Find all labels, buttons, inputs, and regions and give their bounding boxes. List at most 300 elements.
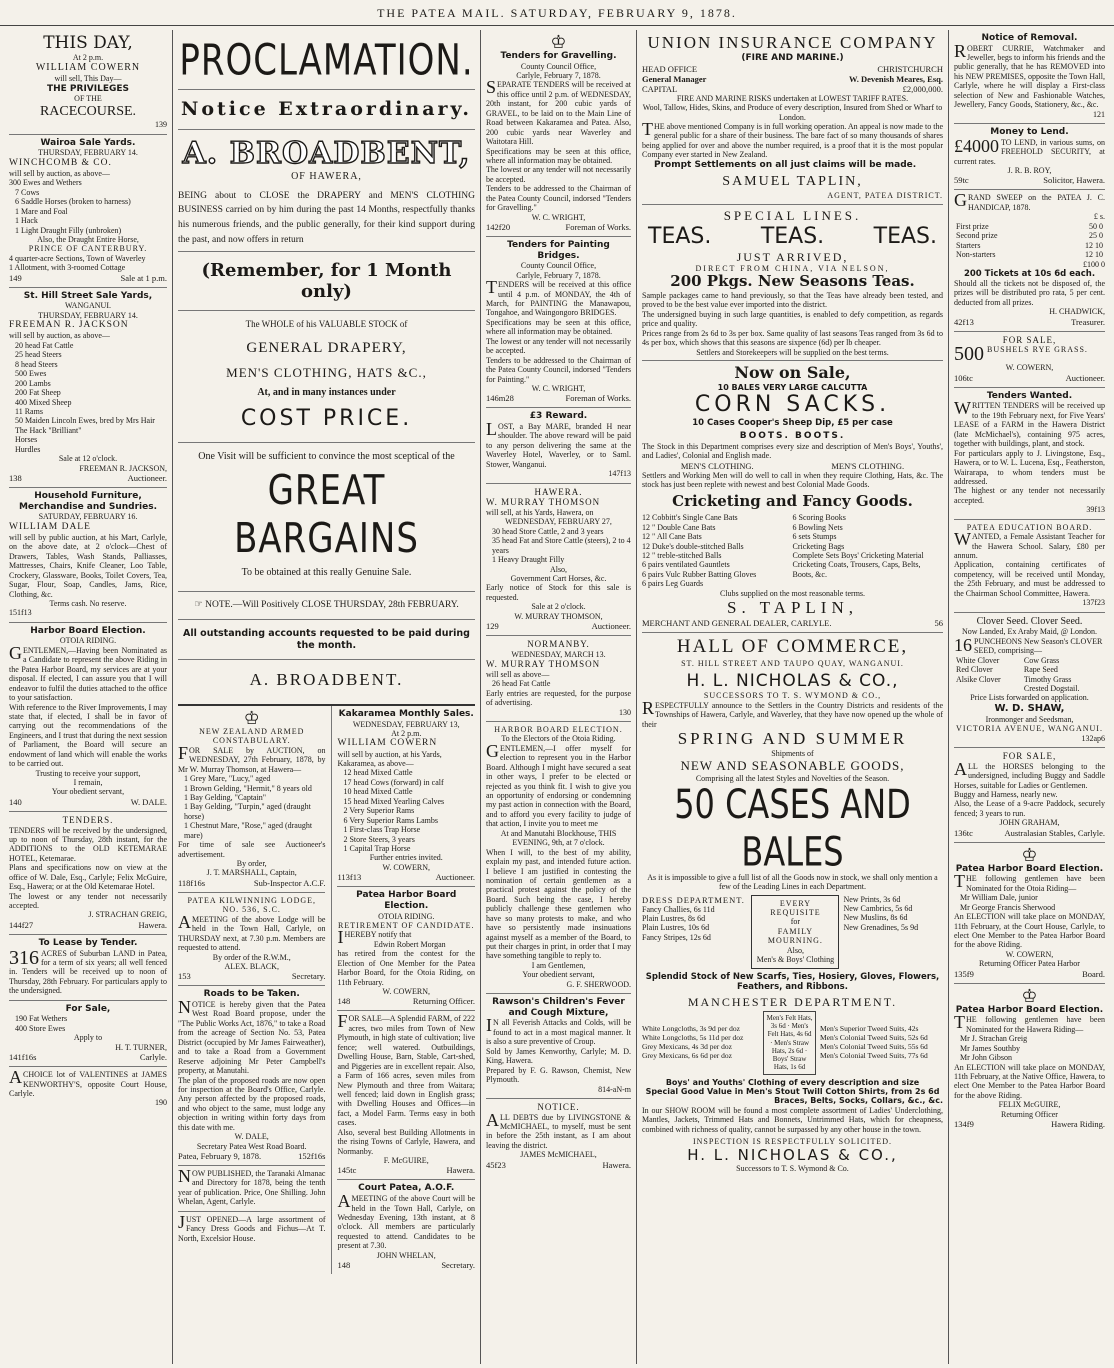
ad-title: NORMANBY. bbox=[527, 639, 590, 650]
valentines-ad bbox=[9, 1067, 167, 1112]
ad-close: Trusting to receive your support, bbox=[35, 768, 141, 778]
box-line: Also, bbox=[786, 945, 804, 955]
ad-code: 190 bbox=[155, 1098, 167, 1108]
ad-seller: WILLIAM COWERN bbox=[337, 738, 438, 749]
ad-sale: Sale at 1 p.m. bbox=[120, 272, 167, 283]
table-cell: 12 10 bbox=[1085, 240, 1103, 250]
clover-table bbox=[954, 656, 1105, 694]
list-item: 200 Fat Sheep bbox=[15, 388, 61, 398]
almanac-ad bbox=[178, 1166, 325, 1212]
mens-line: MEN'S CLOTHING, HATS &C., bbox=[226, 365, 427, 381]
ad-role: Auctioneer. bbox=[127, 473, 167, 484]
ad-body: IN all Feverish Attacks and Colds, will be found to act in a most magical manner. It is also a sure preventive of Croup. bbox=[486, 1015, 631, 1047]
ad-sig: W. COWERN, bbox=[1005, 363, 1054, 373]
ad-prompt: Prompt Settlements on all just claims will be made. bbox=[654, 159, 917, 170]
ad-body: ACRES of Suburban LAND in Patea, for a term of six years; all well fenced in. Tenders will be received up to noon of Thursday, 28th February. For particulars apply to the undersigned. bbox=[9, 948, 167, 996]
at-line: At, and in many instances under bbox=[257, 386, 396, 398]
ad-title: FOR SALE, bbox=[1002, 751, 1057, 762]
ad-sig: FREEMAN R. JACKSON, bbox=[79, 463, 167, 473]
ad-office: County Council Office, bbox=[520, 261, 597, 271]
list-item: 1 Light Draught Filly (unbroken) bbox=[15, 225, 122, 235]
ad-code: 106tc bbox=[954, 372, 973, 383]
ad-body: FOR SALE by AUCTION, on WEDNESDAY, 27th February, 1878, by Mr W. Murray Thomson, at Hawera— bbox=[178, 742, 326, 774]
ad-sale: Sale at 12 o'clock. bbox=[58, 454, 118, 464]
wairoa-ad bbox=[9, 135, 167, 288]
list-item: Horses bbox=[15, 435, 38, 445]
ad-title: PATEA EDUCATION BOARD. bbox=[966, 522, 1093, 532]
boots-heading: BOOTS. BOOTS. bbox=[739, 431, 846, 442]
ad-body: NOW PUBLISHED, the Taranaki Almanac and Directory for 1878, being the tenth year of publication. Price, One Shilling. John Whelan, Agent, Carlyle. bbox=[178, 1166, 326, 1207]
ad-body: THE above mentioned Company is in full working operation. An appeal is now made to the general public for a share of their business. The bare fact of so many thousands of shares being applied for over and above the number required, is a proof that it is the most popular Company ever started in New Zealand. bbox=[642, 119, 943, 160]
table-cell: Red Clover bbox=[956, 665, 993, 675]
ad-role: Sub-Inspector A.C.F. bbox=[253, 877, 326, 888]
ad-title: FOR SALE, bbox=[1002, 334, 1057, 345]
sthill-ad bbox=[9, 288, 167, 488]
ad-sig: JOHN GRAHAM, bbox=[999, 818, 1060, 828]
table-row bbox=[954, 665, 1105, 674]
ad-sig: W. MURRAY THOMSON, bbox=[514, 611, 603, 621]
ad-code: 42f13 bbox=[954, 316, 974, 327]
ad-line: will sell by auction, as above— bbox=[9, 331, 110, 341]
gravel-tender-ad bbox=[486, 30, 631, 237]
ad-code: 814-aN-m bbox=[598, 1084, 631, 1094]
ad-sig: W. COWERN, bbox=[382, 862, 430, 872]
ad-role: MERCHANT AND GENERAL DEALER, CARLYLE. bbox=[642, 618, 832, 629]
ad-title: Clover Seed. Clover Seed. bbox=[976, 615, 1083, 627]
list-item: 1 Brown Gelding, "Hermit," 8 years old bbox=[184, 783, 312, 793]
ad-imp: As it is impossible to give a full list of all the Goods now in stock, we shall only mention a few of the Leading Lines in each Department. bbox=[647, 872, 938, 892]
list-item: Cricketing Coats, Trousers, Caps, Belts, Boots, &c. bbox=[792, 560, 921, 579]
ad-meet: At and Manutahi Blockhouse, THIS EVENING, 9th, at 7 o'clock. bbox=[500, 828, 617, 848]
ad-sold: Sold by James Kenworthy, Carlyle; M. D. King, Hawera. bbox=[486, 1046, 631, 1066]
ad-comp: Comprising all the latest Styles and Novelties of the Season. bbox=[695, 773, 890, 783]
ad-also: Also, the Draught Entire Horse, bbox=[37, 235, 139, 245]
label: CAPITAL bbox=[642, 83, 678, 94]
ad-early: Early entries are requested, for the purpose of advertising. bbox=[486, 688, 631, 708]
list-item: 12 " treble-stitched Balls bbox=[642, 551, 722, 561]
list-item: Men's Colonial Tweed Suits, 52s 6d bbox=[820, 1032, 928, 1042]
ad-body: Settlers and Working Men will do well to call in when they require Clothing, Hats, &c. The stock has just been replete with newest and best Colonial Made Goods. bbox=[642, 470, 943, 490]
list-item: 12 head Mixed Cattle bbox=[343, 768, 413, 778]
ad-seller: WINCHCOMB & CO. bbox=[9, 157, 112, 168]
ad-body: The highest or any tender not necessarily accepted. bbox=[954, 486, 1105, 505]
ad-body: Specifications may be seen at this office, where all information may be obtained. bbox=[486, 317, 631, 337]
ad-body: Prices range from 2s 6d to 3s per box. Same quality of last seasons Teas ranged from 3s 6d to 4s per box, which shows that this seasons are sixpence (6d) per lb cheaper. bbox=[642, 328, 943, 348]
list-item: Cricketing Bags bbox=[792, 541, 845, 551]
column-2 bbox=[172, 30, 480, 1364]
ad-ret: RETIREMENT OF CANDIDATE. bbox=[337, 920, 475, 930]
ad-sig: W. COWERN, bbox=[1005, 949, 1054, 959]
hall-of-commerce-ad bbox=[642, 633, 943, 1177]
ad-item: OF THE bbox=[74, 94, 102, 104]
value: £2,000,000. bbox=[902, 83, 943, 94]
list-item: 12 " Double Cane Bats bbox=[642, 522, 716, 532]
dress-heading: DRESS DEPARTMENT. bbox=[642, 894, 745, 905]
rawson-ad bbox=[486, 994, 631, 1099]
ad-bales: 10 BALES VERY LARGE CALCUTTA bbox=[717, 382, 868, 392]
ad-splendid: Splendid Stock of New Scarfs, Ties, Hosiery, Gloves, Flowers, Feathers, and Ribbons. bbox=[645, 971, 940, 992]
ad-allot: 1 Allotment, with 3-roomed Cottage bbox=[9, 263, 126, 273]
list-item: 17 head Cows (forward) in calf bbox=[343, 777, 444, 787]
ad-sub: ST. HILL STREET AND TAUPO QUAY, WANGANUI. bbox=[681, 658, 904, 668]
sweep-head: £ s. bbox=[1093, 212, 1105, 222]
ad-body: For particulars apply to J. Livingstone, Esq., Hawera, or to W. L. Lucena, Esq., Featherston, Wairarapa, to whom tenders must be addressed. bbox=[954, 448, 1105, 486]
ad-role: Secretary. bbox=[441, 1260, 475, 1271]
ad-title: SPECIAL LINES. bbox=[723, 208, 862, 224]
ad-role: Returning Officer bbox=[1001, 1109, 1058, 1119]
mourning-box bbox=[751, 895, 839, 969]
ad-sig: W. DALE. bbox=[130, 796, 167, 807]
ad-date: WEDNESDAY, FEBRUARY 13, bbox=[352, 719, 460, 729]
ad-code: 137f23 bbox=[1082, 598, 1105, 608]
list-item: 20 head Fat Cattle bbox=[15, 340, 74, 350]
broadbent-signature: A. BROADBENT. bbox=[249, 669, 404, 689]
ad-code: 144f27 bbox=[9, 919, 34, 930]
fifty-cases: 50 CASES AND BALES bbox=[674, 780, 911, 876]
list-item: New Grenadines, 5s 9d bbox=[843, 922, 919, 932]
ad-arrived: JUST ARRIVED, bbox=[736, 249, 849, 264]
ad-role: Treasurer. bbox=[1071, 316, 1105, 327]
list-item: 1 Hack bbox=[15, 216, 38, 226]
broadbent-body: BEING about to CLOSE the DRAPERY and MEN'S CLOTHING BUSINESS carried on by him during the past 14 Months, respectfully thanks his numerous friends, and the public generally, for their kind support during the past, and now offers in return bbox=[178, 190, 475, 245]
ad-sig: J. T. MARSHALL, Captain, bbox=[206, 868, 297, 878]
table-row bbox=[954, 222, 1105, 231]
ad-body: Sample packages came to hand previously, so that the Teas have already been tested, and proved to be the best value ever imported into the district. bbox=[642, 290, 943, 310]
table-cell: Alsike Clover bbox=[956, 674, 1001, 684]
ad-body: THE following gentlemen have been Nominated for the Hawera Riding— bbox=[954, 1012, 1105, 1034]
ad-role: Foreman of Works. bbox=[565, 393, 631, 404]
tenders-ad bbox=[9, 812, 167, 935]
notice-ad bbox=[486, 1099, 631, 1174]
list-item: New Cambrics, 5s 6d bbox=[843, 904, 913, 913]
ad-title: £3 Reward. bbox=[529, 411, 588, 422]
ad-role: Ironmonger and Seedsman, bbox=[985, 714, 1074, 724]
ad-seller: W. MURRAY THOMSON bbox=[486, 659, 601, 670]
ad-body: The plan of the proposed roads are now open for inspection at the Board's Office, Carlyle. Any person affected by the proposed roads, and who object to the same, must lodge any objection in writing within forty days from this date with me. bbox=[178, 1075, 326, 1132]
ad-body: has retired from the contest for the Election of One Member for the Patea Harbor Board, for the Otoia Riding, on 11th February. bbox=[337, 949, 475, 987]
table-cell: White Clover bbox=[956, 655, 1000, 665]
list-item: 6 sets Stumps bbox=[792, 532, 837, 542]
ad-title: Money to Lend. bbox=[990, 127, 1069, 138]
nzac-ad bbox=[178, 706, 325, 893]
ad-title: Wairoa Sale Yards. bbox=[40, 137, 136, 148]
remember-line: (Remember, for 1 Month only) bbox=[201, 259, 452, 302]
ad-code: 56 bbox=[934, 618, 943, 629]
ad-succ: SUCCESSORS TO T. S. WYMOND & CO., bbox=[703, 691, 882, 701]
list-item: Mr John Gibson bbox=[960, 1053, 1013, 1063]
ad-code: 145tc bbox=[337, 1165, 357, 1176]
harbour-election-ad bbox=[9, 623, 167, 812]
table-cell: Rape Seed bbox=[1023, 665, 1058, 675]
ad-body: AMEETING of the above Court will be held in the Town Hall, Carlyle, on Wednesday Evening, 13th instant, at 8 o'clock. All members are particularly requested to attend. Candidates to be present at 7.30. bbox=[337, 1191, 475, 1251]
ad-prep: Prepared by F. G. Rawson, Chemist, New Plymouth. bbox=[486, 1065, 631, 1085]
list-item: The Hack "Brilliant" bbox=[15, 425, 82, 435]
item-list bbox=[9, 178, 167, 235]
acre-number: 316 bbox=[9, 946, 39, 969]
ad-date: Carlyle, February 7, 1878. bbox=[516, 71, 601, 81]
ad-gov: Government Cart Horses, &c. bbox=[510, 573, 607, 583]
removal-ad bbox=[954, 30, 1105, 124]
ad-role: Foreman of Works. bbox=[565, 222, 631, 233]
stock-line: The WHOLE of his VALUABLE STOCK of bbox=[245, 319, 408, 330]
list-item: Plain Lustres, 10s 6d bbox=[642, 923, 710, 933]
ad-sub: (FIRE AND MARINE.) bbox=[741, 53, 844, 64]
ad-title: NEW ZEALAND ARMED CONSTABULARY. bbox=[199, 726, 305, 746]
ad-order: By order, bbox=[236, 859, 267, 869]
ad-sig: W. COWERN, bbox=[382, 987, 430, 996]
list-item: Complete Sets Boys' Cricketing Material bbox=[792, 551, 924, 561]
table-row bbox=[954, 231, 1105, 240]
box-line: Men's & Boys' Clothing bbox=[756, 955, 835, 965]
list-item: White Longcloths, 5s 11d per doz bbox=[642, 1032, 744, 1042]
ad-seller: W. MURRAY THOMSON bbox=[486, 497, 601, 508]
corn-sacks: CORN SACKS. bbox=[694, 392, 891, 418]
ad-role: Auctioneer. bbox=[1065, 372, 1105, 383]
crown-icon: ♔ bbox=[1021, 985, 1038, 1006]
list-item: 35 head Fat and Store Cattle (steers), 2 to 4 years bbox=[492, 536, 631, 555]
ad-sig: JOHN WHELAN, bbox=[376, 1250, 436, 1260]
ad-role: AGENT, PATEA DISTRICT. bbox=[827, 190, 943, 200]
ad-acre: 4 quarter-acre Sections, Town of Waverley bbox=[9, 253, 146, 263]
table-row bbox=[954, 250, 1105, 259]
list-item: 26 head Fat Cattle bbox=[492, 679, 551, 689]
table-cell: 12 10 bbox=[1085, 250, 1103, 260]
cost-price: COST PRICE. bbox=[240, 406, 413, 432]
label: HEAD OFFICE bbox=[642, 63, 698, 74]
ad-body: GENTLEMEN,—Having been Nominated as a Candidate to represent the above Riding in the Patea Harbor Board, my services are at your disposal. If elected, I can assure you that I will endeavor to fulfil the duties attached to the office to your satisfaction. bbox=[9, 642, 167, 703]
ad-title: To Lease by Tender. bbox=[38, 937, 138, 948]
ad-body: The lowest or any tender will not necessarily be accepted. bbox=[486, 336, 631, 356]
ad-code: 139 bbox=[155, 120, 167, 130]
drapery-line: GENERAL DRAPERY, bbox=[246, 339, 407, 356]
painting-tender-ad bbox=[486, 237, 631, 408]
list-item: 1 Capital Trap Horse bbox=[343, 843, 411, 853]
list-item: 6 pairs ventilated Gauntlets bbox=[642, 560, 730, 570]
ad-body: WANTED, a Female Assistant Teacher for the Hawera School. Salary, £80 per annum. bbox=[954, 529, 1105, 560]
ad-role: Secretary Patea West Road Board. bbox=[196, 1141, 307, 1151]
proclamation-heading: PROCLAMATION. bbox=[179, 35, 474, 86]
ad-body: ACHOICE lot of VALENTINES at JAMES KENWORTHY'S, opposite Court House, Carlyle. bbox=[9, 1067, 167, 1098]
ad-role: Returning Officer Patea Harbor bbox=[979, 959, 1080, 969]
ad-line: will sell as above— bbox=[486, 669, 550, 679]
list-item: Mr George Francis Sherwood bbox=[960, 902, 1056, 912]
ad-note: Should all the tickets not be disposed of, the prizes will be distributed pro rata, 5 per cent. deducted from all prizes. bbox=[954, 279, 1105, 307]
horses-ad bbox=[954, 748, 1105, 843]
ad-body: When I will, to the best of my ability, explain my past, and intended future action. I believe I am justified in contesting the nomination of certain gentlemen as a practical protest against the policy of the Board. Such being the case, I hereby publicly challenge these gentlemen who have so many protests to make, and who have so persistently made insinuations against myself as a member of the Board, to put their charges in print, in order that I may have something tangible to reply to. bbox=[486, 847, 631, 961]
lease-ad bbox=[9, 935, 167, 1001]
ad-body: ALL the HORSES belonging to the undersigned, including Buggy and Saddle Horses, suitable for Ladies or Gentlemen. bbox=[954, 758, 1105, 790]
great-bargains: GREAT BARGAINS bbox=[234, 467, 419, 564]
list-item: New Muslins, 8s 6d bbox=[843, 913, 908, 923]
list-item: 10 head Mixed Cattle bbox=[343, 787, 413, 797]
column-3 bbox=[480, 30, 636, 1364]
ad-sig: W. D. SHAW, bbox=[994, 702, 1065, 714]
mens-clothing-heading: MEN'S CLOTHING. bbox=[680, 460, 754, 471]
ad-body: With reference to the River Improvements, I may state that, if elected, I shall be in favor of carrying out the recommendations of the Engineers, and I trust that during the next session of Parliament, the Board will secure an endowment of land which will enable the works to be carried out. bbox=[9, 702, 167, 769]
ad-sig: J. R. B. ROY, bbox=[1007, 166, 1052, 176]
teas-heading: TEAS. bbox=[873, 223, 937, 249]
box-line: EVERY REQUISITE bbox=[770, 898, 821, 917]
ad-body: will sell by public auction, at his Mart, Carlyle, on the above date, at 2 o'clock—Chest of Drawers, Tables, Wash Stands, Palliasses, Mattresses, Chairs, Knife Cleaner, Loo Table, Crockery, Glassware, Books, Toilet Covers, Tea, Sugar, Flour, Soap, Candles, Jams, Rice, Clothing, &c. bbox=[9, 532, 167, 599]
table-row bbox=[954, 675, 1105, 684]
ad-sig: F. McGUIRE, bbox=[383, 1156, 429, 1166]
ad-special: Special Good Value in Men's Stout Twill Cotton Shirts, from 2s 6d bbox=[645, 1087, 940, 1096]
column-4 bbox=[636, 30, 948, 1364]
ad-code: 148 bbox=[337, 996, 351, 1007]
list-item: 25 head Steers bbox=[15, 350, 62, 360]
ad-body: TENDERS will be received at this office until 4 p.m. of MONDAY, the 4th of March, for PAINTING the Manawapou, Tongahoe, and Waingongoro BRIDGES. bbox=[486, 277, 631, 318]
ad-landed: Now Landed, Ex Araby Maid, @ London. bbox=[961, 627, 1098, 637]
ad-body: Application, containing certificates of competency, will be received until Monday, the 25th February, and must be addressed to the Chairman School Committee, Hawera. bbox=[954, 560, 1105, 598]
ad-body: Tenders to be addressed to the Chairman of the Patea County Council, indorsed "Tenders for Gravelling." bbox=[486, 184, 631, 213]
hbe-ad bbox=[486, 722, 631, 994]
ad-insp: INSPECTION IS RESPECTFULLY SOLICITED. bbox=[692, 1137, 893, 1147]
ad-title: St. Hill Street Sale Yards, bbox=[23, 290, 153, 301]
ad-sig: H. CHADWICK, bbox=[1049, 307, 1105, 317]
ad-to: To the Electors of the Otoia Riding. bbox=[501, 734, 616, 744]
table-row bbox=[954, 684, 1105, 693]
ad-sale: Sale at 2 o'clock. bbox=[531, 602, 586, 612]
ad-title: Patea Harbor Board Election. bbox=[356, 890, 457, 911]
ad-time: At 2 p.m. bbox=[72, 53, 104, 63]
puncheon-number: 16 bbox=[954, 634, 972, 655]
ad-title: Patea Harbor Board Election. bbox=[955, 1004, 1104, 1015]
ad-body: Plans and specifications now on view at the office of W. Dale, Esq., Carlyle; Felix McGuire, Esq., Hawera; or at the Old Ketemarae Hotel. bbox=[9, 863, 167, 892]
ad-body: IHEREBY notify that bbox=[337, 927, 412, 948]
ad-date: SATURDAY, FEBRUARY 16. bbox=[38, 512, 138, 522]
ad-body: The lowest or any tender not necessarily accepted. bbox=[9, 891, 167, 911]
kakaramea-ad bbox=[337, 706, 475, 887]
ad-body: WRITTEN TENDERS will be received up to the 19th February next, for Five Years' LEASE of a FARM in the Hawera District (late McMichael's), containing 975 acres, together with buildings, plant, and stock. bbox=[954, 398, 1105, 449]
ad-body: FOR SALE—A Splendid FARM, of 222 acres, two miles from Town of New Plymouth, in high state of cultivation; live fence; well watered. Outbuildings, Dwelling House, Barn, Stable, Cart-shed, and Piggeries are in excellent repair. Also, a Farm of 166 acres, seven miles from New Plymouth and three from Waitara; well fenced; laid down in English grass; with Dwelling Houses and Offices—in fact, a Model Farm. Terms easy in both cases. bbox=[337, 1011, 475, 1128]
list-item: 11 Rams bbox=[15, 406, 43, 416]
ad-sig: J. STRACHAN GREIG, bbox=[88, 910, 167, 920]
ad-body: LOST, a Bay MARE, branded H near shoulder. The above reward will be paid to any person delivering the same at the Waverley Hotel, Waverley, or to Saml. Stower, Wanganui. bbox=[486, 419, 631, 469]
cricket-heading: Cricketing and Fancy Goods. bbox=[672, 491, 913, 510]
ad-title: Tenders for Painting Bridges. bbox=[507, 240, 610, 261]
ad-new: NEW AND SEASONABLE GOODS, bbox=[680, 758, 905, 774]
ad-wool: Wool, Tallow, Hides, Skins, and Produce of every description, Insured from Shed or Wharf to London. bbox=[642, 103, 943, 122]
list-item: Grey Mexicans, 6s 6d per doz bbox=[642, 1050, 732, 1060]
list-item: 30 head Store Cattle, 2 and 3 years bbox=[492, 526, 604, 536]
ad-code: 152f16s bbox=[298, 1151, 326, 1162]
lodge-ad bbox=[178, 893, 325, 987]
nicholas-name: H. L. NICHOLAS & CO., bbox=[686, 671, 899, 692]
genuine-sale: To be obtained at this really Genuine Sale. bbox=[241, 567, 412, 579]
ad-sub: OTOIA RIDING. bbox=[378, 911, 435, 921]
racecourse-ad bbox=[9, 30, 167, 135]
ad-line: will sell by auction, as above— bbox=[9, 168, 110, 178]
forsale-ad bbox=[9, 1001, 167, 1067]
list-item: 15 head Mixed Yearling Calves bbox=[343, 796, 445, 806]
money-ad bbox=[954, 124, 1105, 190]
ad-code: 146m28 bbox=[486, 393, 514, 404]
crown-icon: ♔ bbox=[243, 707, 260, 728]
list-item: 7 Cows bbox=[15, 187, 40, 197]
list-item: 6 Very Superior Rams Lambs bbox=[343, 815, 438, 825]
ad-role: Board. bbox=[1082, 968, 1105, 979]
ad-place: Carlyle. bbox=[139, 1052, 167, 1063]
table-cell: 25 0 bbox=[1089, 231, 1103, 241]
ad-body: An ELECTION will take place on MONDAY, 11th February, at the Court House, Carlyle, to elect One Member to the Patea Harbor Board for the above Riding. bbox=[954, 912, 1105, 950]
ad-body: GENTLEMEN,—I offer myself for election to represent you in the Harbor Board. Although I might have secured a seat in other ways, I prefer to be elected or rejected as you think fit. I wish to give you an opportunity of endorsing or condemning my past action in connection with the Board, and to afford you every facility to judge of that action, I invite you to meet me bbox=[486, 740, 631, 829]
ad-further: Further entries invited. bbox=[369, 853, 443, 863]
ad-body: Specifications may be seen at this office, where all information may be obtained. bbox=[486, 146, 631, 165]
ad-body: ROBERT CURRIE, Watchmaker and Jeweller, begs to inform his friends and the public generally, that he has REMOVED into his NEW PREMISES, opposite the Town Hall, Carlyle, where he will display a First-class selection of New and Fashionable Watches, Jewellery, Fancy Goods, Stationery, &c., &c. bbox=[954, 40, 1105, 110]
ad-sig: G. F. SHERWOOD. bbox=[566, 979, 631, 989]
ad-body: GRAND SWEEP on the PATEA J. C. HANDICAP, 1878. bbox=[954, 190, 1105, 212]
list-item: 400 Store Ewes bbox=[15, 1023, 66, 1033]
ad-title: HAWERA. bbox=[534, 486, 583, 497]
ad-sig: S. TAPLIN, bbox=[727, 598, 858, 618]
ad-yours: Your obedient servant, bbox=[522, 970, 595, 980]
ad-line: will sell, at his Yards, Hawera, on bbox=[486, 507, 594, 517]
ad-body: JUST OPENED—A large assortment of Fancy Dress Goods and Fichus—At T. North, Excelsior House. bbox=[178, 1211, 326, 1243]
ad-code: 134f9 bbox=[954, 1119, 974, 1130]
phe-hawera-ad bbox=[954, 984, 1105, 1133]
ad-item: THE PRIVILEGES bbox=[46, 83, 130, 94]
ad-body: Tenders to be addressed to the Chairman of the Patea County Council, indorsed "Tenders for Painting." bbox=[486, 355, 631, 384]
ad-title: Kakaramea Monthly Sales. bbox=[338, 708, 474, 719]
ad-line: will sell, This Day— bbox=[54, 74, 122, 84]
ad-sig: H. T. TURNER, bbox=[115, 1042, 167, 1052]
ad-body: AMEETING of the above Lodge will be held in the Town Hall, Carlyle, on THURSDAY next, at 7.30 p.m. Members are requested to attend. bbox=[178, 911, 326, 953]
box-line: FAMILY MOURNING. bbox=[767, 926, 823, 946]
ad-role: Auctioneer. bbox=[591, 621, 631, 632]
ad-horse: PRINCE OF CANTERBURY. bbox=[28, 244, 148, 254]
table-row bbox=[954, 656, 1105, 665]
hawera-ad bbox=[486, 484, 631, 636]
crown-icon: ♔ bbox=[1021, 844, 1038, 865]
ad-time: At 2 p.m. bbox=[391, 728, 422, 738]
ad-role: Auctioneer. bbox=[435, 872, 475, 883]
ad-title: HALL OF COMMERCE, bbox=[676, 636, 909, 658]
masthead: THE PATEA MAIL. SATURDAY, FEBRUARY 9, 1878. bbox=[0, 0, 1114, 26]
table-cell: Timothy Grass bbox=[1023, 674, 1072, 684]
ad-code: 129 bbox=[486, 621, 499, 632]
special-lines-ad bbox=[642, 205, 943, 633]
ad-date: THURSDAY, FEBRUARY 14. bbox=[38, 310, 138, 320]
ad-place: Hawera. bbox=[602, 1159, 631, 1170]
candidate-name: Edwin Robert Morgan bbox=[373, 939, 446, 949]
ad-order: By order of the R.W.M., bbox=[212, 952, 291, 962]
ad-place: Patea, February 9, 1878. bbox=[178, 1151, 262, 1162]
list-item: 1 Grey Mare, "Lucy," aged bbox=[184, 774, 271, 784]
list-item: 500 Ewes bbox=[15, 369, 47, 379]
ad-code: 138 bbox=[9, 473, 22, 484]
list-item: New Prints, 3s 6d bbox=[843, 894, 901, 904]
ad-code: 132ap6 bbox=[1081, 733, 1105, 743]
ad-title: HARBOR BOARD ELECTION. bbox=[494, 724, 623, 734]
ad-early: Early notice of Stock for this sale is requested. bbox=[486, 583, 631, 602]
ad-role: Hawera Riding. bbox=[1051, 1119, 1105, 1130]
value: CHRISTCHURCH bbox=[877, 63, 943, 74]
ad-body: ALL DEBTS due by LIVINGSTONE & McMICHAEL, to myself, must be sent in before the 25th instant, as I am about leaving the district. bbox=[486, 1109, 631, 1150]
ad-code: 136tc bbox=[954, 827, 973, 838]
ad-code: 141f16s bbox=[9, 1052, 37, 1063]
ad-title: Rawson's Children's Fever and Cough Mixture, bbox=[492, 997, 625, 1018]
label: General Manager bbox=[642, 73, 707, 84]
education-ad bbox=[954, 520, 1105, 613]
list-item: Plain Lustres, 8s 6d bbox=[642, 914, 706, 924]
ad-yours: Your obedient servant, bbox=[51, 787, 125, 797]
ad-sig: FELIX McGUIRE, bbox=[998, 1100, 1061, 1110]
rye-grass-ad bbox=[954, 332, 1105, 388]
ad-code: 130 bbox=[619, 707, 631, 717]
list-item: 1 First-class Trap Horse bbox=[343, 825, 421, 835]
ad-price: Price Lists forwarded on application. bbox=[970, 693, 1089, 703]
ad-seller: WILLIAM DALE bbox=[9, 521, 91, 532]
